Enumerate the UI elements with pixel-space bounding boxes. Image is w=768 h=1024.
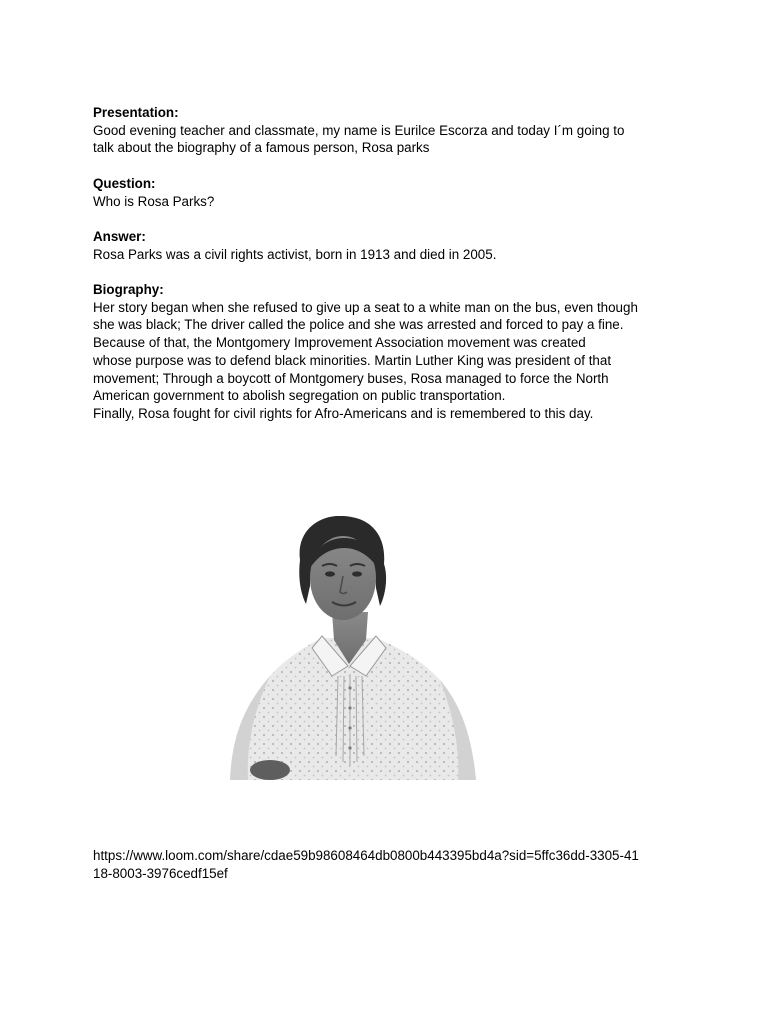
biography-line: Because of that, the Montgomery Improvement Association movement was created bbox=[93, 335, 586, 351]
presentation-heading: Presentation: bbox=[93, 105, 179, 120]
question-line: Who is Rosa Parks? bbox=[93, 193, 215, 209]
presentation-line: talk about the biography of a famous person, Rosa parks bbox=[93, 140, 430, 156]
presentation-section bbox=[93, 104, 683, 157]
link-line[interactable]: https://www.loom.com/share/cdae59b98608464db0800b443395bd4a?sid=5ffc36dd-3305-41 bbox=[93, 848, 639, 863]
link-line[interactable]: 18-8003-3976cedf15ef bbox=[93, 865, 228, 881]
biography-heading: Biography: bbox=[93, 282, 164, 297]
biography-line: Her story began when she refused to give up a seat to a white man on the bus, even though bbox=[93, 299, 638, 315]
answer-section bbox=[93, 228, 683, 263]
biography-line: movement; Through a boycott of Montgomery buses, Rosa managed to force the North bbox=[93, 370, 609, 386]
biography-line: Finally, Rosa fought for civil rights for Afro-Americans and is remembered to this day. bbox=[93, 405, 594, 421]
biography-line: she was black; The driver called the police and she was arrested and forced to pay a fine. bbox=[93, 317, 624, 333]
question-section bbox=[93, 175, 683, 210]
biography-line: American government to abolish segregation on public transportation. bbox=[93, 388, 506, 404]
rosa-parks-portrait-photo bbox=[226, 516, 478, 782]
video-link[interactable] bbox=[93, 847, 683, 882]
answer-heading: Answer: bbox=[93, 229, 146, 244]
biography-line: whose purpose was to defend black minorities. Martin Luther King was president of that bbox=[93, 352, 612, 368]
biography-section bbox=[93, 281, 683, 423]
question-heading: Question: bbox=[93, 176, 156, 191]
answer-line: Rosa Parks was a civil rights activist, born in 1913 and died in 2005. bbox=[93, 246, 497, 262]
presentation-line: Good evening teacher and classmate, my name is Eurilce Escorza and today I´m going to bbox=[93, 122, 625, 138]
